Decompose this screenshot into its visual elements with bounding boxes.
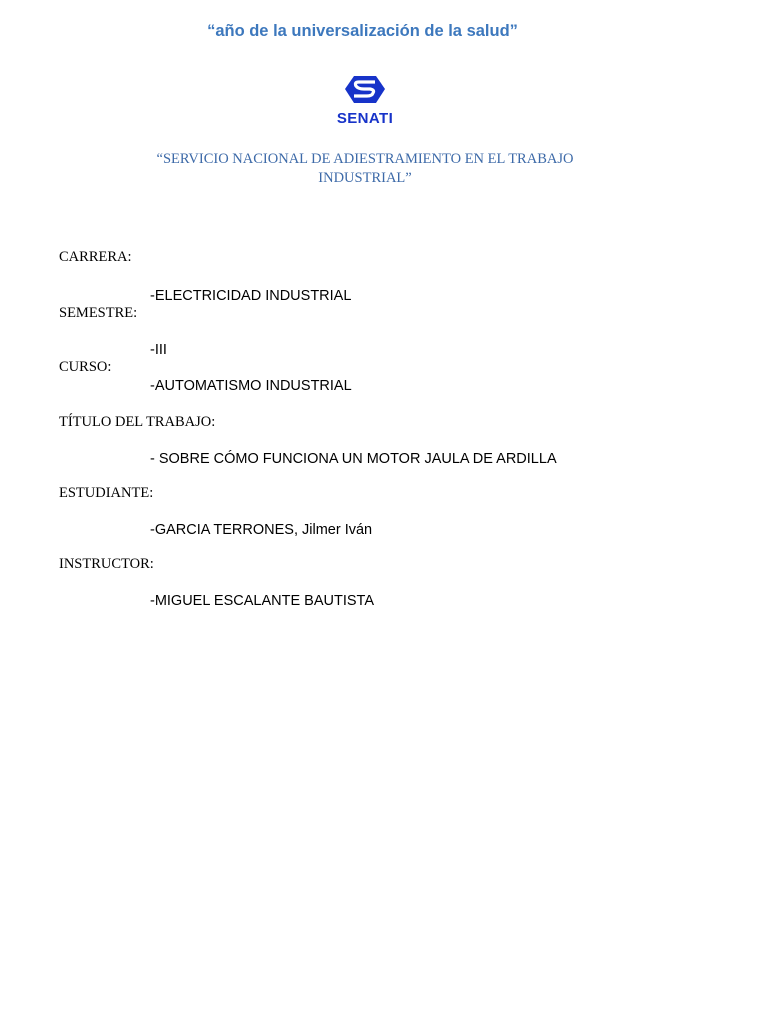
course-label: CURSO:	[59, 359, 112, 375]
instructor-label: INSTRUCTOR:	[59, 556, 154, 572]
career-label: CARRERA:	[59, 249, 132, 265]
instructor-value: -MIGUEL ESCALANTE BAUTISTA	[150, 593, 374, 609]
title-label: TÍTULO DEL TRABAJO:	[59, 414, 216, 430]
career-value: -ELECTRICIDAD INDUSTRIAL	[150, 288, 352, 304]
student-label: ESTUDIANTE:	[59, 485, 154, 501]
logo-text: SENATI	[336, 110, 394, 127]
semester-value: -III	[150, 342, 167, 358]
semester-label: SEMESTRE:	[59, 305, 138, 321]
senati-logo	[326, 72, 404, 130]
year-motto: “año de la universalización de la salud”	[207, 22, 518, 40]
senati-emblem-icon	[326, 72, 404, 108]
title-value: - SOBRE CÓMO FUNCIONA UN MOTOR JAULA DE ARDILLA	[150, 451, 557, 467]
student-value: -GARCIA TERRONES, Jilmer Iván	[150, 522, 373, 538]
institution-name: “SERVICIO NACIONAL DE ADIESTRAMIENTO EN EL TRABAJO INDUSTRIAL”	[156, 151, 574, 186]
course-value: -AUTOMATISMO INDUSTRIAL	[150, 378, 352, 394]
